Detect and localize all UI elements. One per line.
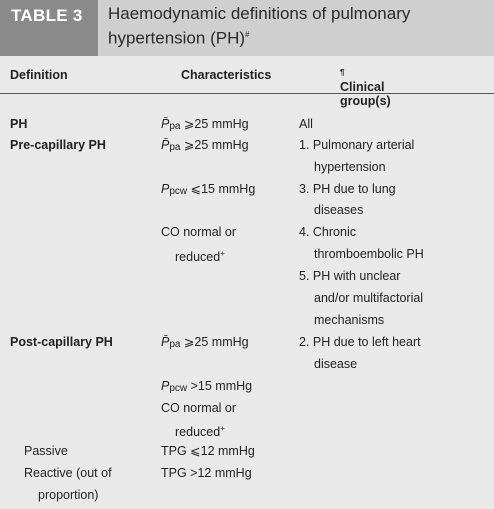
row-pre-definition: Pre-capillary PH [10, 138, 106, 152]
table-title [98, 0, 494, 56]
row-reactive-definition-2: proportion) [38, 488, 99, 502]
row-pre-group4-2: thromboembolic PH [314, 247, 424, 261]
col-characteristics: Characteristics [181, 68, 272, 82]
row-ph-definition: PH [10, 117, 28, 131]
row-reactive-characteristic: TPG >12 mmHg [161, 466, 252, 480]
row-pre-group1-2: hypertension [314, 160, 386, 174]
row-pre-group4: 4. Chronic [299, 225, 356, 239]
row-post-char-co-2: reduced+ [175, 424, 225, 440]
table-number: TABLE 3 [0, 0, 98, 56]
row-ph-clinical: All [299, 117, 313, 131]
row-ph-characteristic: $P̄_{pa}$ ⩾25 mmHg [161, 117, 249, 132]
table-title-line1: Haemodynamic definitions of pulmonary [108, 4, 411, 23]
row-passive-definition: Passive [24, 444, 68, 458]
row-pre-char-co: CO normal or [161, 225, 237, 239]
row-post-char-ppcw: $P_{pcw} >15$ mmHg [161, 379, 253, 394]
row-pre-group5-3: mechanisms [314, 313, 385, 327]
row-pre-group1: 1. Pulmonary arterial [299, 138, 415, 152]
header-divider [0, 93, 494, 94]
col-definition: Definition [10, 68, 68, 82]
row-post-definition: Post-capillary PH [10, 335, 113, 349]
row-pre-char-ppcw: $P_{pcw}$ ⩽15 mmHg [161, 182, 256, 197]
row-reactive-definition: Reactive (out of [24, 466, 112, 480]
table-title-line2: hypertension (PH)# [108, 28, 250, 48]
row-pre-char-co-2: reduced+ [175, 249, 225, 265]
row-post-group2: 2. PH due to left heart [299, 335, 421, 349]
row-passive-characteristic: TPG ⩽12 mmHg [161, 444, 255, 458]
column-headers [0, 56, 494, 108]
row-pre-group5: 5. PH with unclear [299, 269, 401, 283]
row-pre-char-ppa: $P̄_{pa}$ ⩾25 mmHg [161, 138, 249, 153]
row-post-char-ppa: $P̄_{pa}$ ⩾25 mmHg [161, 335, 249, 350]
row-pre-group3-2: diseases [314, 203, 364, 217]
row-post-group2-2: disease [314, 357, 358, 371]
row-pre-group3: 3. PH due to lung [299, 182, 396, 196]
row-post-char-co: CO normal or [161, 401, 237, 415]
title-footnote-mark: # [245, 30, 250, 39]
row-pre-group5-2: and/or multifactorial [314, 291, 424, 305]
col-clinical-groups: Clinical group(s) ¶ [340, 68, 391, 108]
table-header [0, 0, 494, 56]
